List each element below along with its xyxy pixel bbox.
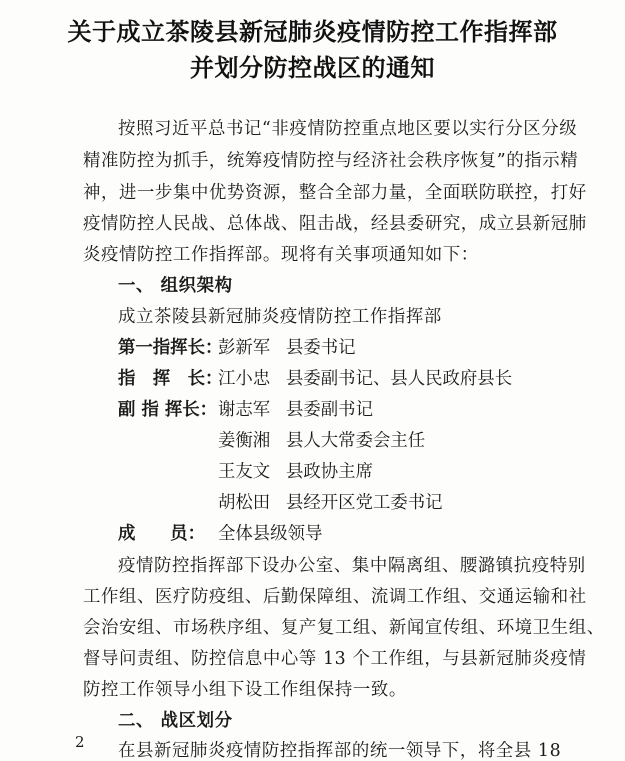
deputy-commander-role: 副 指 挥长： (118, 400, 218, 420)
first-commander-role: 第一指挥长： (118, 338, 223, 358)
section-2-heading: 二、 战区划分 (118, 711, 233, 731)
document-title-line-1: 关于成立茶陵县新冠肺炎疫情防控工作指挥部 (67, 18, 558, 46)
groups-paragraph-line: 防控工作领导小组下设工作组保持一致。 (83, 680, 407, 700)
groups-paragraph-line: 督导问责组、防控信息中心等 13 个工作组，与县新冠肺炎疫情 (83, 649, 587, 669)
intro-line: 精准防控为抓手，统筹疫情防控与经济社会秩序恢复”的指示精 (83, 151, 579, 171)
document-title-line-2: 并划分防控战区的通知 (190, 54, 435, 82)
groups-paragraph-line: 会治安组、市场秩序组、复产复工组、新闻宣传组、环境卫生组、 (83, 618, 605, 638)
intro-line: 炎疫情防控工作指挥部。现将有关事项通知如下： (83, 245, 479, 265)
section-2-paragraph-line: 在县新冠肺炎疫情防控指挥部的统一领导下，将全县 18 (118, 741, 562, 761)
deputy-title: 县委副书记 (286, 400, 373, 420)
deputy-name: 王友文 (218, 462, 271, 482)
groups-paragraph-line: 工作组、医疗防疫组、后勤保障组、流调工作组、交通运输和社 (83, 587, 587, 607)
section-1-heading: 一、 组织架构 (118, 276, 233, 296)
deputy-title: 县经开区党工委书记 (286, 493, 443, 513)
intro-line: 按照习近平总书记“非疫情防控重点地区要以实行分区分级 (118, 119, 578, 139)
intro-line: 疫情防控人民战、总体战、阻击战，经县委研究，成立县新冠肺 (83, 214, 587, 234)
first-commander-name: 彭新军 (218, 338, 271, 358)
deputy-title: 县人大常委会主任 (286, 431, 426, 451)
members-value: 全体县级领导 (218, 524, 323, 544)
deputy-name: 姜衡湘 (218, 431, 271, 451)
groups-paragraph-line: 疫情防控指挥部下设办公室、集中隔离组、腰潞镇抗疫特别 (118, 556, 586, 576)
deputy-name: 胡松田 (218, 493, 271, 513)
page-number: 2 (75, 733, 85, 751)
commander-role: 指 挥 长： (118, 369, 223, 389)
members-role: 成 员： (118, 524, 205, 544)
commander-title: 县委副书记、县人民政府县长 (286, 369, 513, 389)
org-name: 成立茶陵县新冠肺炎疫情防控工作指挥部 (118, 307, 442, 327)
deputy-title: 县政协主席 (286, 462, 373, 482)
commander-name: 江小忠 (218, 369, 271, 389)
deputy-name: 谢志军 (218, 400, 271, 420)
first-commander-title: 县委书记 (286, 338, 356, 358)
intro-line: 神，进一步集中优势资源，整合全部力量，全面联防联控，打好 (83, 183, 587, 203)
